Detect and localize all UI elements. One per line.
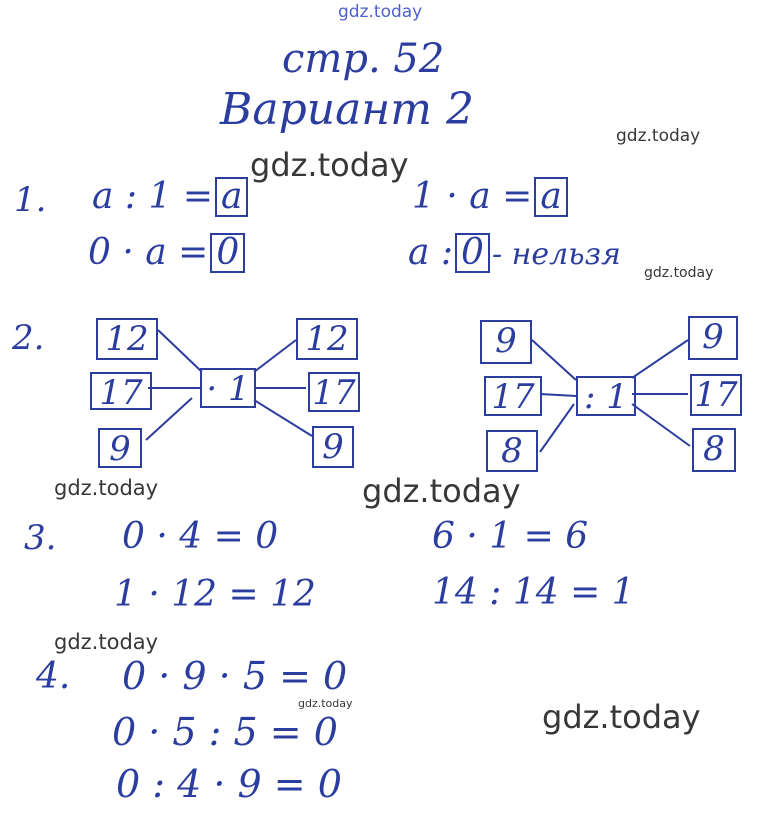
output-box: 17	[690, 374, 742, 416]
answer-box: a	[215, 177, 248, 217]
page-number: стр. 52	[282, 36, 445, 82]
task1-number: 1.	[14, 180, 47, 220]
connector	[540, 394, 576, 396]
watermark: gdz.today	[54, 630, 159, 654]
operator-box: · 1	[200, 368, 256, 408]
answer-box: 0	[455, 233, 490, 273]
answer-box: 0	[210, 233, 245, 273]
input-box: 8	[486, 430, 538, 472]
watermark: gdz.today	[54, 476, 159, 500]
output-box: 9	[312, 426, 354, 468]
task3-line1: 0 · 4 = 0	[122, 516, 279, 557]
input-box: 9	[480, 320, 532, 364]
output-box: 9	[688, 316, 738, 360]
operator-box: : 1	[576, 376, 636, 416]
input-box: 12	[96, 318, 158, 360]
answer-box: a	[534, 177, 567, 217]
watermark: gdz.today	[616, 126, 701, 146]
task3-line2: 1 · 12 = 12	[114, 574, 316, 615]
output-box: 8	[692, 428, 736, 472]
connector	[146, 398, 192, 440]
note: - нельзя	[491, 237, 621, 272]
task3-number: 3.	[24, 518, 57, 558]
watermark-top: gdz.today	[338, 2, 423, 22]
task4-number: 4.	[36, 656, 71, 697]
expr: a :	[408, 232, 454, 273]
expr: a : 1 =	[92, 176, 213, 217]
connector	[254, 400, 312, 436]
expr: 1 · a =	[412, 176, 533, 217]
task3-right-line1: 6 · 1 = 6	[432, 516, 589, 557]
watermark: gdz.today	[542, 698, 701, 736]
connector	[158, 330, 202, 372]
watermark: gdz.today	[644, 265, 714, 281]
task4-line2: 0 · 5 : 5 = 0	[112, 710, 338, 754]
task2-number: 2.	[12, 318, 45, 358]
task3-right-line2: 14 : 14 = 1	[432, 572, 635, 613]
connector	[532, 340, 576, 380]
input-box: 17	[484, 376, 542, 416]
connector	[632, 404, 690, 446]
input-box: 17	[90, 372, 152, 410]
connector	[632, 340, 688, 378]
watermark: gdz.today	[298, 697, 353, 710]
output-box: 12	[296, 318, 358, 360]
connector	[254, 340, 296, 372]
variant-title: Вариант 2	[220, 84, 474, 135]
output-box: 17	[308, 372, 360, 412]
watermark: gdz.today	[362, 472, 521, 510]
connector	[540, 404, 574, 452]
watermark: gdz.today	[250, 146, 409, 184]
task4-line3: 0 : 4 · 9 = 0	[116, 762, 342, 806]
task4-line1: 0 · 9 · 5 = 0	[122, 654, 348, 698]
expr: 0 · a =	[88, 232, 209, 273]
input-box: 9	[98, 428, 142, 468]
